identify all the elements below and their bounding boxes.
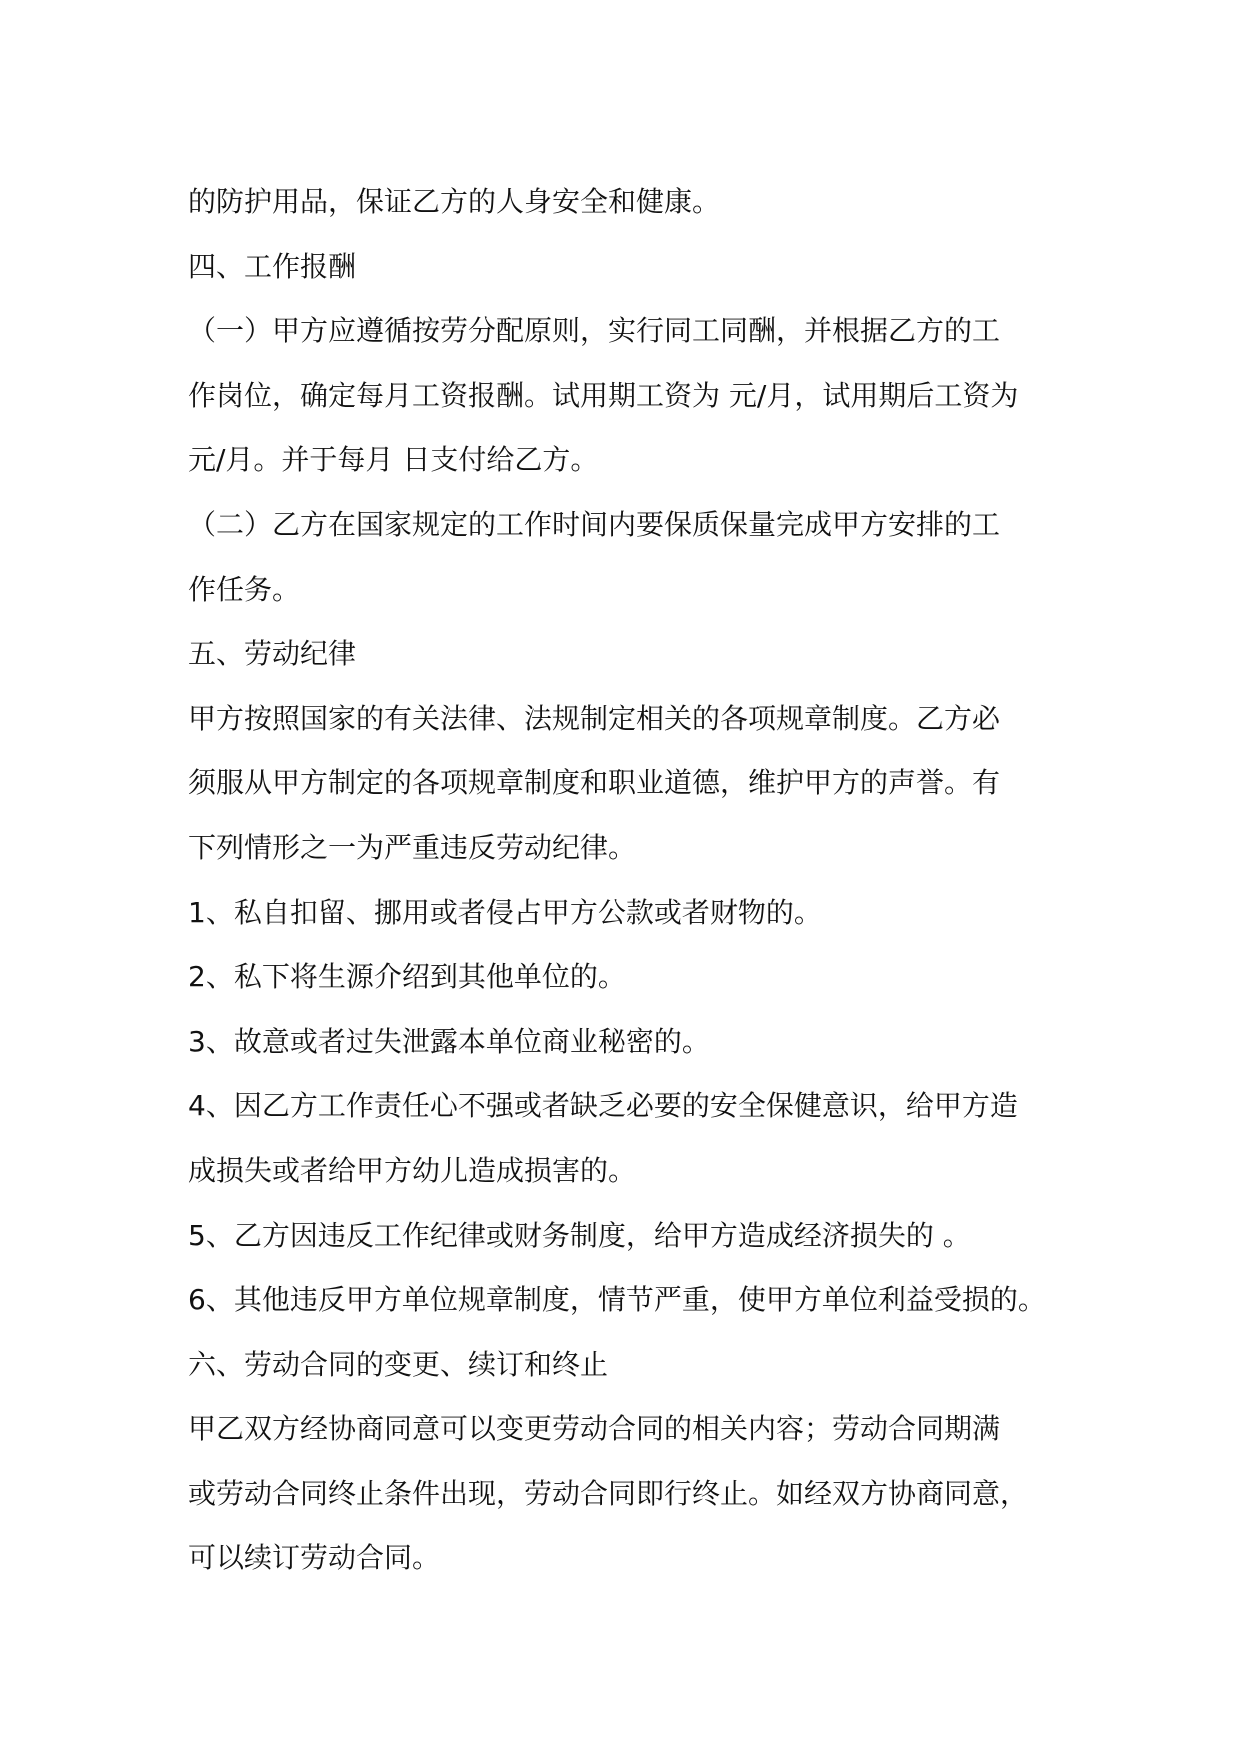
text-line: 元/月。并于每月 日支付给乙方。 — [188, 443, 599, 477]
section-heading-remuneration: 四、工作报酬 — [188, 249, 357, 283]
text-line: （一）甲方应遵循按劳分配原则，实行同工同酬，并根据乙方的工 — [188, 314, 1001, 348]
text-line: （二）乙方在国家规定的工作时间内要保质保量完成甲方安排的工 — [188, 507, 1001, 541]
list-item: 6、其他违反甲方单位规章制度，情节严重，使甲方单位利益受损的。 — [188, 1283, 1046, 1317]
list-item: 2、私下将生源介绍到其他单位的。 — [188, 960, 626, 994]
text-line: 可以续订劳动合同。 — [188, 1541, 441, 1575]
document-body — [188, 170, 1088, 1591]
text-line: 下列情形之一为严重违反劳动纪律。 — [188, 830, 637, 864]
list-item-continuation: 成损失或者给甲方幼儿造成损害的。 — [188, 1153, 637, 1187]
list-item: 3、故意或者过失泄露本单位商业秘密的。 — [188, 1024, 710, 1058]
section-heading-discipline: 五、劳动纪律 — [188, 637, 357, 671]
text-line: 须服从甲方制定的各项规章制度和职业道德，维护甲方的声誉。有 — [188, 766, 1001, 800]
list-item: 4、因乙方工作责任心不强或者缺乏必要的安全保健意识，给甲方造 — [188, 1089, 1018, 1123]
section-heading-contract-changes: 六、劳动合同的变更、续订和终止 — [188, 1347, 609, 1381]
list-item: 1、私自扣留、挪用或者侵占甲方公款或者财物的。 — [188, 895, 822, 929]
list-item: 5、乙方因违反工作纪律或财务制度，给甲方造成经济损失的 。 — [188, 1218, 971, 1252]
text-line: 甲方按照国家的有关法律、法规制定相关的各项规章制度。乙方必 — [188, 701, 1001, 735]
text-line: 作岗位，确定每月工资报酬。试用期工资为 元/月，试用期后工资为 — [188, 378, 1019, 412]
text-line-protection: 的防护用品，保证乙方的人身安全和健康。 — [188, 185, 721, 218]
text-line: 甲乙双方经协商同意可以变更劳动合同的相关内容；劳动合同期满 — [188, 1412, 1001, 1446]
text-line: 作任务。 — [188, 572, 301, 606]
text-line: 或劳动合同终止条件出现，劳动合同即行终止。如经双方协商同意， — [188, 1476, 1029, 1510]
